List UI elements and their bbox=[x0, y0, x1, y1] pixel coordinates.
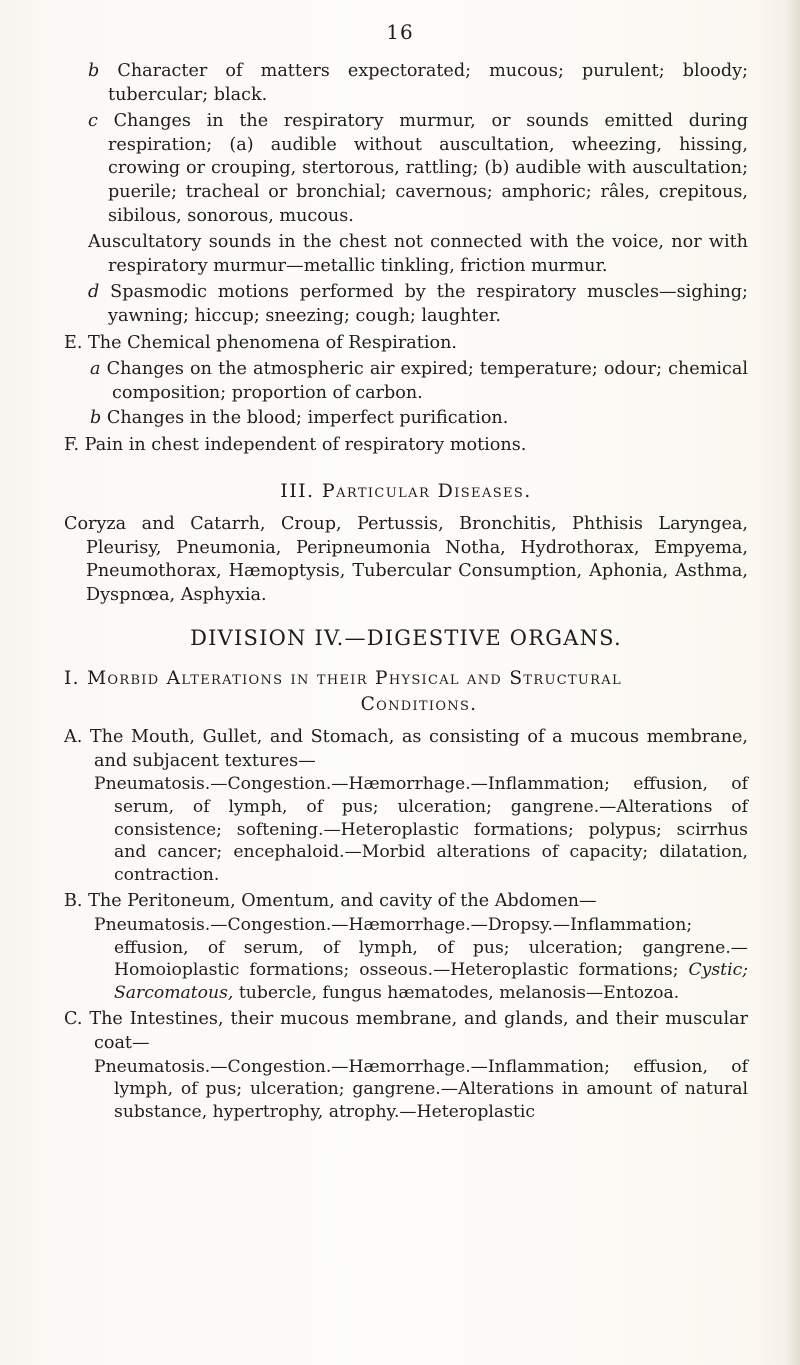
auscultatory-note bbox=[64, 231, 748, 278]
section-label: E. bbox=[64, 332, 83, 353]
item-label: b bbox=[90, 408, 102, 429]
item-label: b bbox=[88, 61, 100, 81]
item-text: Changes in the blood; imperfect purification. bbox=[101, 408, 509, 429]
page-number: 16 bbox=[386, 20, 414, 44]
section-i-line1: I. Morbid Alterations in their Physical and Structural bbox=[64, 668, 622, 690]
block-body-text: Pneumatosis.—Congestion.—Hæmorrhage.—Dropsy.—Inflammation; effusion, of serum, of lymph, of pus; ulceration; gangrene.—Homoioplastic formations; osseous.—Heteroplastic formations; bbox=[94, 915, 748, 981]
item-label: d bbox=[88, 282, 100, 303]
block-title-text: The Peritoneum, Omentum, and cavity of the Abdomen— bbox=[82, 891, 597, 912]
block-body-tail: tubercle, fungus hæmatodes, melanosis—Entozoa. bbox=[233, 982, 680, 1003]
block-body-text: Pneumatosis.—Congestion.—Hæmorrhage.—Inflammation; effusion, of serum, of lymph, of pus; ulceration; gangrene.—Alterations of consistence; softening.—Heteroplastic formations; polypus; scirrhus and cancer; encephaloid.—Morbid alterations of capacity; dilatation, contraction. bbox=[94, 774, 748, 885]
section-f-heading bbox=[64, 434, 748, 458]
item-text: Auscultatory sounds in the chest not connected with the voice, nor with respiratory murmur—metallic tinkling, friction murmur. bbox=[88, 232, 748, 276]
section-e-item-b bbox=[64, 407, 748, 431]
respiration-item-c bbox=[64, 110, 748, 228]
item-label: c bbox=[88, 111, 98, 132]
block-a-title bbox=[64, 726, 748, 773]
section-i-heading bbox=[64, 667, 748, 716]
block-b-body bbox=[64, 914, 748, 1004]
block-body-italic: Cystic; Sarcomatous, bbox=[114, 960, 748, 1003]
division-heading: DIVISION IV.—DIGESTIVE ORGANS. bbox=[190, 626, 622, 651]
respiration-item-d bbox=[64, 281, 748, 328]
diseases-list: Coryza and Catarrh, Croup, Pertussis, Bronchitis, Phthisis Laryngea, Pleurisy, Pneumonia, Peripneumonia Notha, Hydrothorax, Empyema, Pneumothorax, Hæmoptysis, Tubercular Consumption, Aphonia, Asthma, Dyspnœa, Asphyxia. bbox=[64, 514, 748, 605]
block-label: A. bbox=[64, 727, 83, 748]
block-title-text: The Mouth, Gullet, and Stomach, as consisting of a mucous membrane, and subjacent textures— bbox=[82, 727, 748, 771]
section-e-item-a bbox=[64, 358, 748, 405]
block-body-text: Pneumatosis.—Congestion.—Hæmorrhage.—Inflammation; effusion, of lymph, of pus; ulceration; gangrene.—Alterations in amount of natural substance, hypertrophy, atrophy.—Heteroplastic bbox=[94, 1056, 748, 1122]
section-text: Pain in chest independent of respiratory motions. bbox=[79, 434, 527, 455]
block-label: C. bbox=[64, 1009, 83, 1030]
section-e-heading bbox=[64, 332, 748, 356]
item-text: Character of matters expectorated; mucous; purulent; bloody; tubercular; black. bbox=[99, 61, 748, 105]
particular-diseases-heading: III. Particular Diseases. bbox=[280, 479, 532, 502]
block-c-title bbox=[64, 1008, 748, 1055]
section-text: The Chemical phenomena of Respiration. bbox=[82, 332, 458, 353]
item-text: Spasmodic motions performed by the respiratory muscles—sighing; yawning; hiccup; sneezing; cough; laughter. bbox=[99, 282, 748, 326]
section-label: F. bbox=[64, 434, 80, 455]
block-c-body bbox=[64, 1056, 748, 1124]
block-a-body bbox=[64, 773, 748, 886]
block-b-title bbox=[64, 890, 748, 914]
item-text: Changes on the atmospheric air expired; temperature; odour; chemical composition; proportion of carbon. bbox=[100, 359, 748, 403]
item-label: a bbox=[90, 359, 101, 380]
block-label: B. bbox=[64, 891, 83, 912]
respiration-item-b bbox=[64, 60, 748, 107]
block-title-text: The Intestines, their mucous membrane, and glands, and their muscular coat— bbox=[82, 1009, 748, 1053]
block-body-wrapper bbox=[94, 914, 748, 1004]
item-text: Changes in the respiratory murmur, or sounds emitted during respiration; (a) audible without auscultation, wheezing, hissing, crowing or crouping, stertorous, rattling; (b) audible with auscultation; puerile; tracheal or bronchial; cavernous; amphoric; râles, crepitous, sibilous, sonorous, mucous. bbox=[97, 111, 748, 226]
page-content bbox=[64, 60, 748, 1123]
section-i-line2: Conditions. bbox=[360, 693, 478, 715]
